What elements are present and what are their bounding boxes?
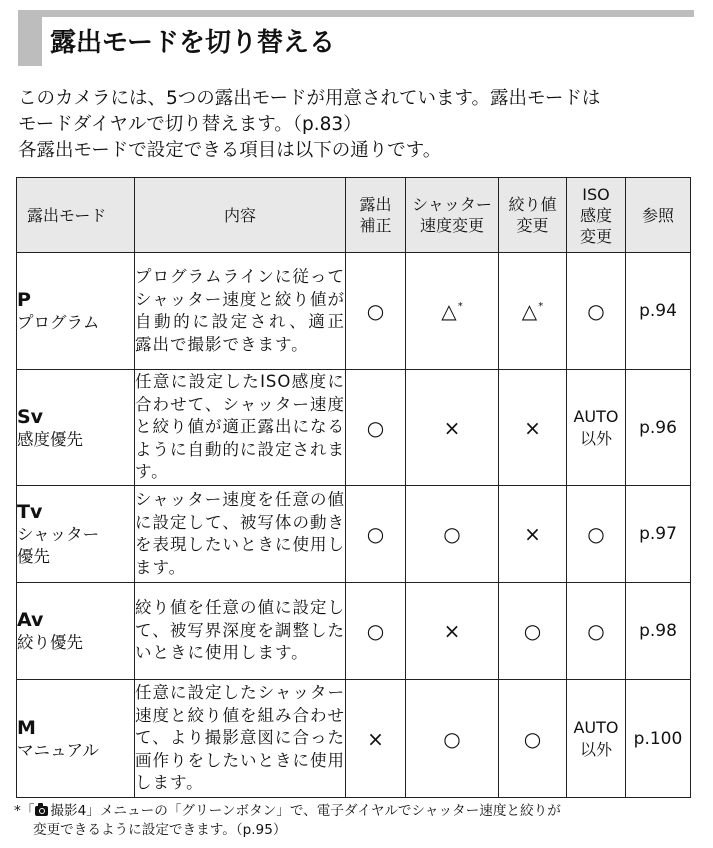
header-content: 内容 — [135, 178, 346, 253]
mode-description: 任意に設定したISO感度に合わせて、シャッター速度と絞り値が適正露出になるように自動的に設定されます。 — [135, 370, 346, 486]
mode-cell — [17, 370, 135, 486]
header-iso: ISO 感度 変更 — [567, 178, 626, 253]
aperture-value: × — [499, 370, 567, 486]
iso-value: AUTO 以外 — [567, 370, 626, 486]
header-mode: 露出モード — [17, 178, 135, 253]
mode-letter: Tv — [17, 501, 43, 523]
mode-letter: Sv — [17, 405, 44, 428]
mode-cell — [17, 680, 135, 798]
footnote-mark: * — [457, 301, 463, 312]
aperture-value: × — [499, 486, 567, 583]
aperture-value: △* — [499, 253, 567, 370]
mode-cell — [17, 253, 135, 370]
header-rule — [18, 10, 694, 17]
shutter-speed-value: × — [406, 370, 499, 486]
footnote-mark: * — [14, 803, 21, 819]
mode-letter: M — [17, 716, 36, 739]
mode-name: マニュアル — [17, 740, 99, 760]
exposure-compensation-value: ○ — [346, 370, 406, 486]
iso-value: ○ — [567, 583, 626, 680]
camera-icon — [35, 806, 48, 816]
mode-cell — [17, 486, 135, 583]
mode-letter: P — [17, 289, 31, 311]
table-row — [17, 253, 691, 370]
header-reference: 参照 — [626, 178, 691, 253]
iso-value: ○ — [567, 486, 626, 583]
header-tab-bar — [18, 10, 42, 66]
exposure-compensation-value: × — [346, 680, 406, 798]
mode-name: 優先 — [17, 547, 50, 566]
table-row — [17, 680, 691, 798]
shutter-speed-value: ○ — [406, 486, 499, 583]
header-shutter-speed: シャッター 速度変更 — [406, 178, 499, 253]
iso-value: ○ — [567, 253, 626, 370]
mode-cell — [17, 583, 135, 680]
mode-letter: Av — [17, 609, 44, 631]
exposure-mode-table — [16, 177, 691, 798]
shutter-speed-value: △* — [406, 253, 499, 370]
header-aperture: 絞り値 変更 — [499, 178, 567, 253]
page-reference: p.94 — [626, 253, 691, 370]
table-header-row — [17, 178, 691, 253]
footnote-line: 変更できるように設定できます。（p.95） — [33, 822, 287, 838]
iso-value: AUTO 以外 — [567, 680, 626, 798]
mode-description: 任意に設定したシャッター速度と絞り値を組み合わせて、より撮影意図に合った画作りをしたいときに使用します。 — [135, 680, 346, 798]
section-header — [18, 8, 694, 66]
aperture-value: ○ — [499, 680, 567, 798]
mode-name: 感度優先 — [17, 429, 83, 449]
footnote-mark: * — [538, 301, 544, 312]
table-row — [17, 486, 691, 583]
page-reference: p.100 — [626, 680, 691, 798]
mode-description: シャッター速度を任意の値に設定して、被写体の動きを表現したいときに使用します。 — [135, 486, 346, 583]
intro-line: 各露出モードで設定できる項目は以下の通りです。 — [18, 140, 442, 161]
table-row — [17, 583, 691, 680]
intro-line: このカメラには、5つの露出モードが用意されています。露出モードは — [18, 88, 601, 109]
mode-name: シャッター — [17, 525, 100, 544]
header-exposure-compensation: 露出 補正 — [346, 178, 406, 253]
table-row — [17, 370, 691, 486]
mode-description: 絞り値を任意の値に設定して、被写界深度を調整したいときに使用します。 — [135, 583, 346, 680]
mode-name: プログラム — [17, 313, 100, 332]
page-reference: p.98 — [626, 583, 691, 680]
exposure-compensation-value: ○ — [346, 583, 406, 680]
shutter-speed-value: ○ — [406, 680, 499, 798]
page-title: 露出モードを切り替える — [50, 28, 335, 58]
page-reference: p.97 — [626, 486, 691, 583]
mode-description: プログラムラインに従ってシャッター速度と絞り値が自動的に設定され、適正露出で撮影できます。 — [135, 253, 346, 370]
exposure-compensation-value: ○ — [346, 486, 406, 583]
page-reference: p.96 — [626, 370, 691, 486]
shutter-speed-value: × — [406, 583, 499, 680]
footnote-line: *「 撮影4」メニューの「グリーンボタン」で、電子ダイヤルでシャッター速度と絞りが — [14, 803, 561, 819]
footnote — [14, 802, 704, 840]
intro-line: モードダイヤルで切り替えます。（p.83） — [18, 114, 362, 135]
intro-paragraph — [18, 86, 708, 164]
exposure-compensation-value: ○ — [346, 253, 406, 370]
aperture-value: ○ — [499, 583, 567, 680]
mode-name: 絞り優先 — [17, 633, 83, 652]
